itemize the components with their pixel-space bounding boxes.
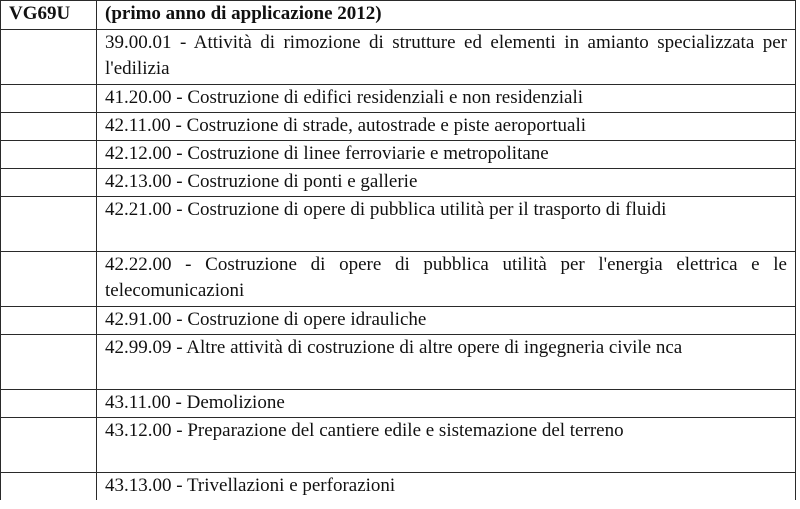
table-row [1, 307, 796, 335]
activity-description: 41.20.00 - Costruzione di edifici residenziali e non residenziali [97, 85, 796, 113]
table-row [1, 30, 796, 85]
empty-code-cell [1, 390, 97, 418]
table-body [1, 30, 796, 501]
activity-description: 42.22.00 - Costruzione di opere di pubblica utilità per l'energia elettrica e le telecomunicazioni [97, 252, 796, 307]
activity-description: 42.13.00 - Costruzione di ponti e gallerie [97, 169, 796, 197]
table-row [1, 473, 796, 501]
table-row [1, 169, 796, 197]
activity-description: 42.11.00 - Costruzione di strade, autostrade e piste aeroportuali [97, 113, 796, 141]
empty-code-cell [1, 307, 97, 335]
empty-code-cell [1, 141, 97, 169]
activity-description: 42.12.00 - Costruzione di linee ferroviarie e metropolitane [97, 141, 796, 169]
table-row [1, 390, 796, 418]
table-header-row [1, 1, 796, 30]
empty-code-cell [1, 418, 97, 473]
empty-code-cell [1, 113, 97, 141]
application-year-note: (primo anno di applicazione 2012) [97, 1, 796, 30]
activity-description: 42.91.00 - Costruzione di opere idrauliche [97, 307, 796, 335]
empty-code-cell [1, 197, 97, 252]
table-row [1, 252, 796, 307]
empty-code-cell [1, 473, 97, 501]
table-row [1, 335, 796, 390]
empty-code-cell [1, 252, 97, 307]
table-row [1, 418, 796, 473]
table-row [1, 197, 796, 252]
activity-description: 42.99.09 - Altre attività di costruzione di altre opere di ingegneria civile nca [97, 335, 796, 390]
table-row [1, 141, 796, 169]
activity-description: 39.00.01 - Attività di rimozione di strutture ed elementi in amianto specializzata per l'edilizia [97, 30, 796, 85]
activity-description: 43.13.00 - Trivellazioni e perforazioni [97, 473, 796, 501]
table-row [1, 85, 796, 113]
table-row [1, 113, 796, 141]
empty-code-cell [1, 30, 97, 85]
activity-description: 42.21.00 - Costruzione di opere di pubblica utilità per il trasporto di fluidi [97, 197, 796, 252]
empty-code-cell [1, 169, 97, 197]
activity-description: 43.11.00 - Demolizione [97, 390, 796, 418]
activity-description: 43.12.00 - Preparazione del cantiere edile e sistemazione del terreno [97, 418, 796, 473]
empty-code-cell [1, 335, 97, 390]
empty-code-cell [1, 85, 97, 113]
sector-code: VG69U [1, 1, 97, 30]
